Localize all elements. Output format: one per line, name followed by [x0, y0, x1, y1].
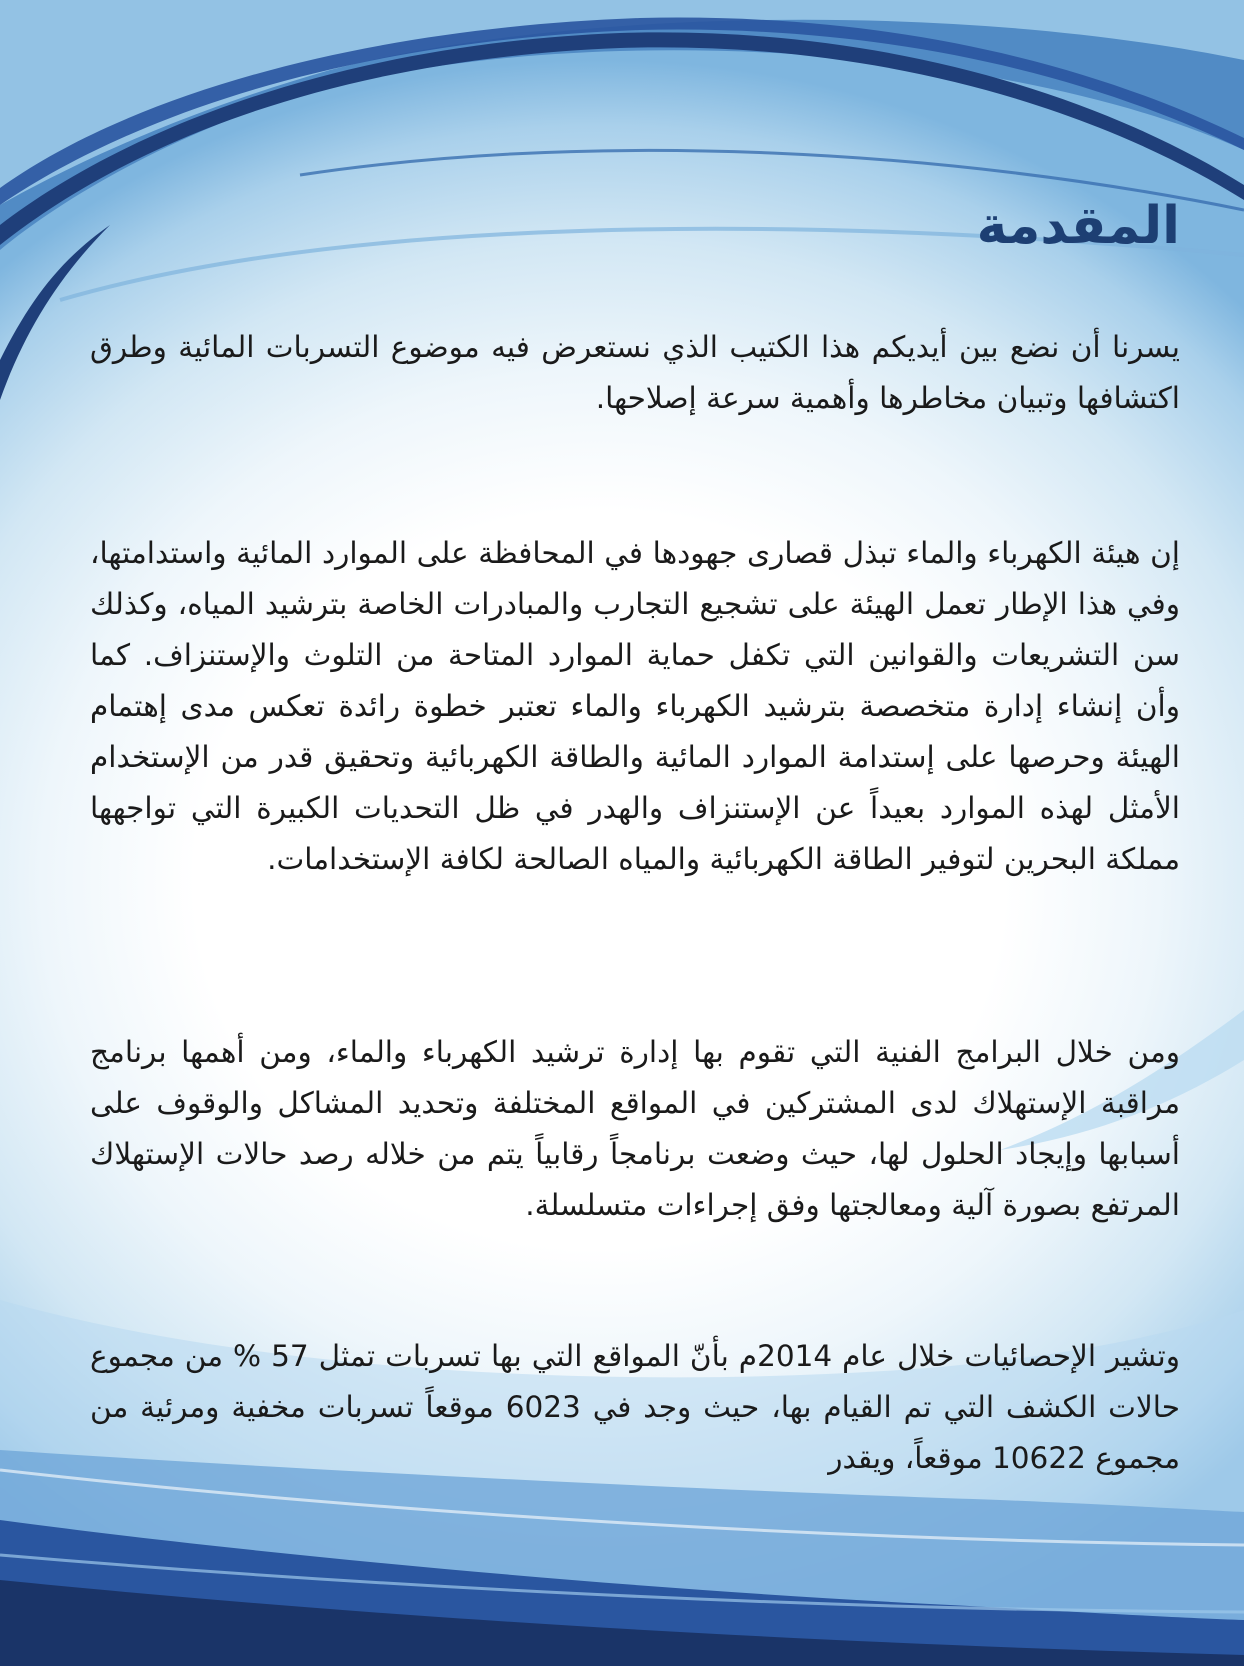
document-body [90, 0, 1180, 1666]
paragraph-authority: إن هيئة الكهرباء والماء تبذل قصارى جهودها في المحافظة على الموارد المائية واستدامتها، وفي هذا الإطار تعمل الهيئة على تشجيع التجارب والمبادرات الخاصة بترشيد المياه، وكذلك سن التشريعات والقوانين التي تكفل حماية الموارد المتاحة من التلوث والإستنزاف. كما وأن إنشاء إدارة متخصصة بترشيد الكهرباء والماء تعتبر خطوة رائدة تعكس مدى إهتمام الهيئة وحرصها على إستدامة الموارد المائية والطاقة الكهربائية وتحقيق قدر من الإستخدام الأمثل لهذه الموارد بعيداً عن الإستنزاف والهدر في ظل التحديات الكبيرة التي تواجهها مملكة البحرين لتوفير الطاقة الكهربائية والمياه الصالحة لكافة الإستخدامات. [90, 536, 1180, 876]
page-title: المقدمة [976, 196, 1180, 256]
paragraph-intro: يسرنا أن نضع بين أيديكم هذا الكتيب الذي نستعرض فيه موضوع التسربات المائية وطرق اكتشافها وتبيان مخاطرها وأهمية سرعة إصلاحها. [90, 330, 1180, 415]
paragraph-statistics: وتشير الإحصائيات خلال عام 2014م بأنّ المواقع التي بها تسربات تمثل 57 % من مجموع حالات الكشف التي تم القيام بها، حيث وجد في 6023 موقعاً تسربات مخفية ومرئية من مجموع 10622 موقعاً، ويقدر [90, 1339, 1180, 1475]
paragraph-programs: ومن خلال البرامج الفنية التي تقوم بها إدارة ترشيد الكهرباء والماء، ومن أهمها برنامج مراقبة الإستهلاك لدى المشتركين في المواقع المختلفة وتحديد المشاكل والوقوف على أسبابها وإيجاد الحلول لها، حيث وضعت برنامجاً رقابياً يتم من خلاله رصد حالات الإستهلاك المرتفع بصورة آلية ومعالجتها وفق إجراءات متسلسلة. [90, 1035, 1180, 1222]
